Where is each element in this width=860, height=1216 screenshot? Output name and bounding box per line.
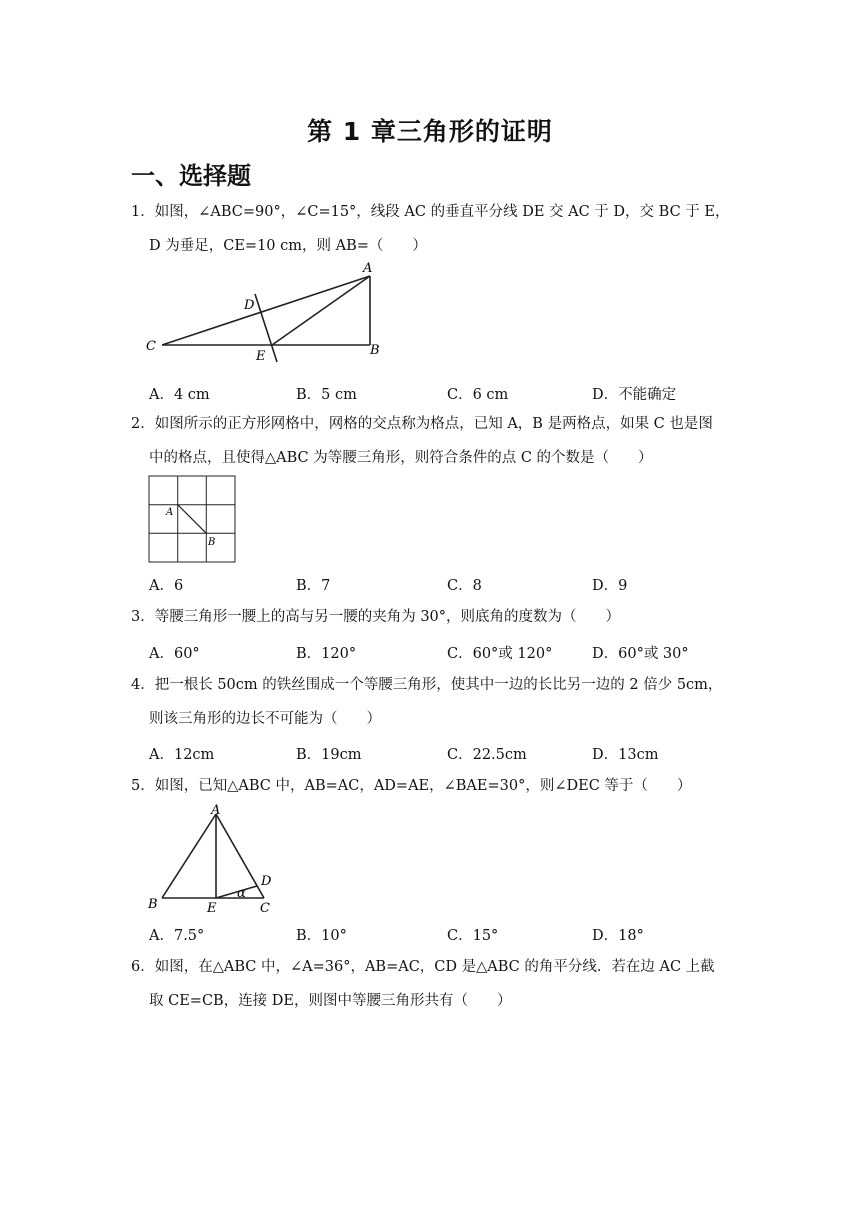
option-b[interactable]: B．5 cm — [296, 387, 357, 403]
question-6 — [131, 950, 741, 1018]
label-e: E — [207, 901, 217, 916]
option-c[interactable]: C．8 — [447, 578, 482, 594]
option-a[interactable]: A．12cm — [149, 747, 215, 763]
question-3-options — [149, 642, 749, 666]
question-4-line-1: 4．把一根长 50cm 的铁丝围成一个等腰三角形，使其中一边的长比另一边的 2 倍少 5cm， — [131, 677, 723, 693]
question-5 — [131, 769, 741, 803]
question-3 — [131, 600, 741, 634]
segment-ab — [178, 505, 207, 534]
question-1-line-2: D 为垂足，CE=10 cm，则 AB=（ ） — [149, 238, 427, 254]
angle-alpha-label: α — [237, 886, 246, 901]
label-a: A — [166, 507, 174, 518]
label-b: B — [208, 537, 216, 548]
page-title: 第 1 章三角形的证明 — [307, 117, 553, 146]
question-4-options — [149, 743, 749, 767]
option-b[interactable]: B．10° — [296, 928, 347, 944]
question-4 — [131, 668, 741, 736]
option-a[interactable]: A．60° — [149, 646, 200, 662]
option-b[interactable]: B．7 — [296, 578, 331, 594]
question-6-line-2: 取 CE=CB，连接 DE，则图中等腰三角形共有（ ） — [149, 993, 512, 1009]
label-a: A — [363, 261, 373, 276]
segment-ab — [162, 814, 216, 898]
option-c[interactable]: C．15° — [447, 928, 499, 944]
option-a[interactable]: A．6 — [149, 578, 184, 594]
label-d: D — [244, 298, 255, 313]
question-2 — [131, 407, 741, 475]
question-1-options — [149, 383, 749, 407]
option-a[interactable]: A．4 cm — [149, 387, 210, 403]
section-heading: 一、选择题 — [131, 162, 251, 190]
label-e: E — [256, 349, 266, 364]
segment-ea — [272, 276, 370, 345]
option-d[interactable]: D．不能确定 — [592, 387, 677, 403]
question-1-line-1: 1．如图，∠ABC=90°，∠C=15°，线段 AC 的垂直平分线 DE 交 AC 于 D，交 BC 于 E， — [131, 204, 730, 220]
question-1 — [131, 195, 741, 263]
option-d[interactable]: D．18° — [592, 928, 644, 944]
question-5-options — [149, 924, 749, 948]
option-d[interactable]: D．13cm — [592, 747, 659, 763]
question-2-grid-figure — [148, 475, 238, 565]
option-d[interactable]: D．9 — [592, 578, 628, 594]
question-2-line-2: 中的格点，且使得△ABC 为等腰三角形，则符合条件的点 C 的个数是（ ） — [149, 450, 653, 466]
question-4-line-2: 则该三角形的边长不可能为（ ） — [149, 711, 381, 727]
question-5-figure — [143, 804, 283, 916]
label-b: B — [370, 343, 380, 358]
label-c: C — [260, 901, 270, 916]
question-2-options — [149, 574, 749, 598]
label-a: A — [211, 804, 221, 818]
question-6-line-1: 6．如图，在△ABC 中，∠A=36°，AB=AC，CD 是△ABC 的角平分线．若在边 AC 上截 — [131, 959, 715, 975]
option-b[interactable]: B．19cm — [296, 747, 362, 763]
option-c[interactable]: C．60°或 120° — [447, 646, 553, 662]
segment-ca — [162, 276, 370, 345]
option-c[interactable]: C．22.5cm — [447, 747, 527, 763]
question-1-figure — [140, 258, 390, 366]
option-b[interactable]: B．120° — [296, 646, 357, 662]
question-3-line-1: 3．等腰三角形一腰上的高与另一腰的夹角为 30°，则底角的度数为（ ） — [131, 609, 621, 625]
label-c: C — [146, 339, 156, 354]
option-a[interactable]: A．7.5° — [149, 928, 205, 944]
option-c[interactable]: C．6 cm — [447, 387, 509, 403]
question-5-line-1: 5．如图，已知△ABC 中，AB=AC，AD=AE，∠BAE=30°，则∠DEC 等于（ ） — [131, 778, 692, 794]
option-d[interactable]: D．60°或 30° — [592, 646, 689, 662]
label-d: D — [261, 874, 272, 889]
question-2-line-1: 2．如图所示的正方形网格中，网格的交点称为格点，已知 A，B 是两格点，如果 C 也是图 — [131, 416, 713, 432]
label-b: B — [148, 897, 158, 912]
